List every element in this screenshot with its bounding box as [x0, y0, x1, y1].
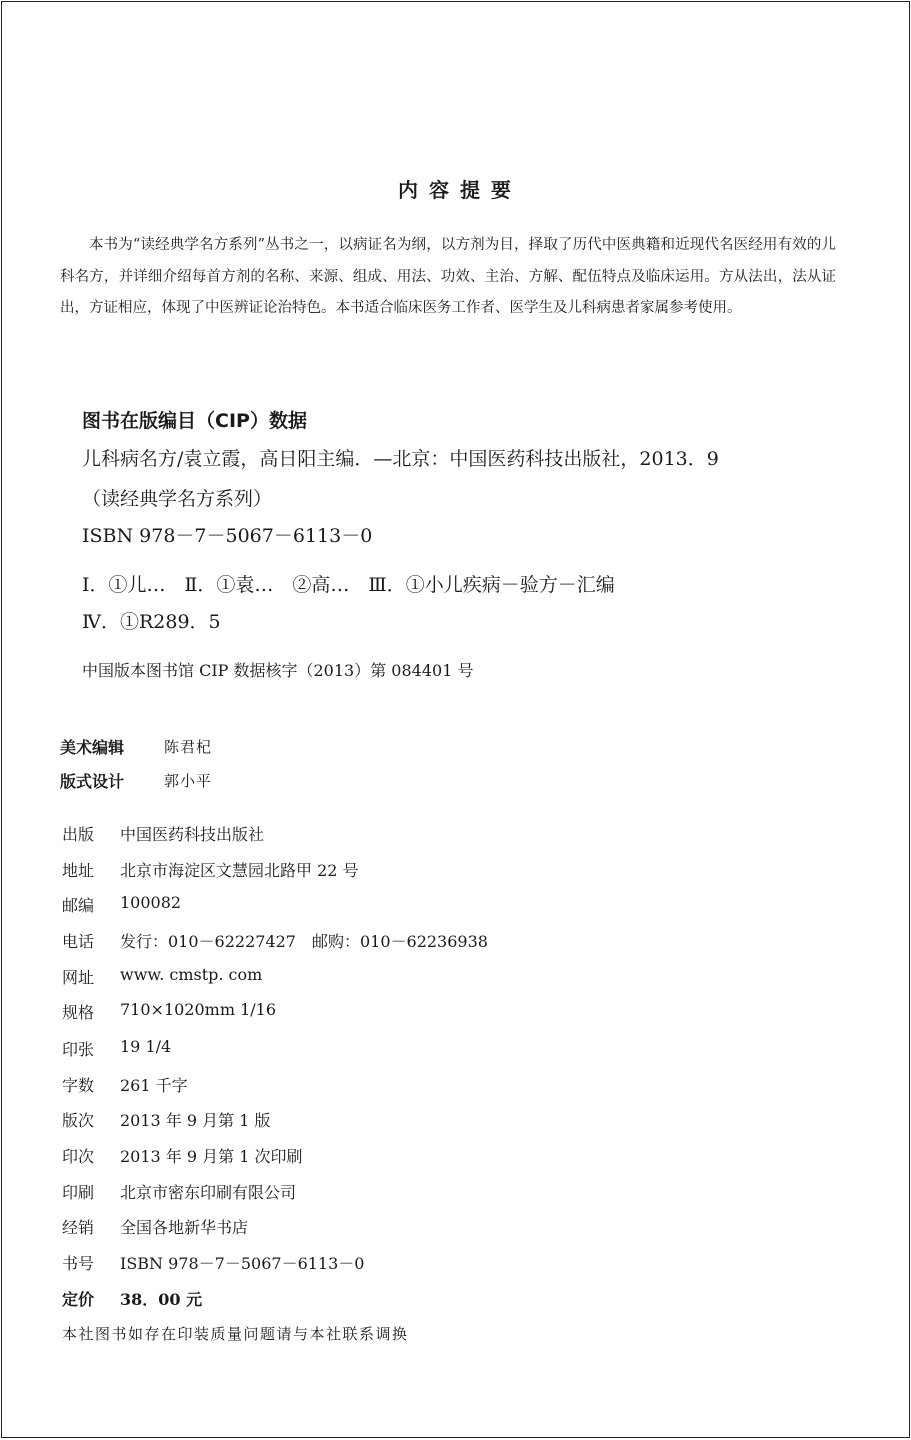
phone-label: 电话	[62, 932, 95, 951]
distributor-value: 全国各地新华书店	[120, 1218, 249, 1237]
word-count-value: 261 千字	[120, 1076, 188, 1095]
isbn-label: 书号	[62, 1254, 95, 1273]
format-value: 710×1020mm 1/16	[120, 1000, 277, 1019]
art-editor-label: 美术编辑	[60, 738, 125, 757]
isbn-value: ISBN 978－7－5067－6113－0	[120, 1254, 365, 1273]
publisher-label: 出版	[62, 825, 95, 844]
cip-heading: 图书在版编目（CIP）数据	[82, 410, 307, 432]
distributor-label: 经销	[62, 1218, 95, 1237]
layout-designer-value: 郭小平	[164, 772, 213, 790]
phone-value: 发行：010－62227427 邮购：010－62236938	[120, 932, 488, 951]
cip-verification-note: 中国版本图书馆 CIP 数据核字（2013）第 084401 号	[82, 661, 474, 680]
printing-value: 2013 年 9 月第 1 次印刷	[120, 1147, 303, 1166]
cip-line-title: 儿科病名方/袁立霞，高日阳主编．—北京：中国医药科技出版社，2013．9	[82, 448, 719, 470]
edition-label: 版次	[62, 1111, 95, 1130]
address-value: 北京市海淀区文慧园北路甲 22 号	[120, 861, 359, 880]
postcode-label: 邮编	[62, 896, 95, 915]
price-value: 38．00 元	[120, 1290, 203, 1309]
printed-sheets-label: 印张	[62, 1040, 95, 1059]
layout-designer-label: 版式设计	[60, 772, 125, 791]
publisher-value: 中国医药科技出版社	[120, 825, 265, 844]
cip-line-series: （读经典学名方系列）	[82, 488, 273, 510]
art-editor-value: 陈君杞	[164, 738, 213, 756]
address-label: 地址	[62, 861, 95, 880]
quality-notice: 本社图书如存在印装质量问题请与本社联系调换	[62, 1325, 409, 1343]
edition-value: 2013 年 9 月第 1 版	[120, 1111, 271, 1130]
printed-sheets-value: 19 1/4	[120, 1037, 172, 1056]
printer-label: 印刷	[62, 1183, 95, 1202]
format-label: 规格	[62, 1003, 95, 1022]
word-count-label: 字数	[62, 1076, 95, 1095]
cip-line-isbn: ISBN 978－7－5067－6113－0	[82, 525, 373, 547]
printing-label: 印次	[62, 1147, 95, 1166]
cip-line-classification: Ⅰ．①儿… Ⅱ．①袁… ②高… Ⅲ．①小儿疾病－验方－汇编	[82, 574, 615, 596]
website-value: www. cmstp. com	[120, 965, 263, 984]
copyright-page	[1, 1, 910, 1438]
price-label: 定价	[62, 1290, 95, 1309]
abstract-paragraph: 本书为“读经典学名方系列”丛书之一，以病证名为纲，以方剂为目，择取了历代中医典籍和近现代名医经用有效的儿科名方，并详细介绍每首方剂的名称、来源、组成、用法、功效、主治、方解、配伍特点及临床运用。方从法出，法从证出，方证相应，体现了中医辨证论治特色。本书适合临床医务工作者、医学生及儿科病患者家属参考使用。	[60, 237, 836, 316]
page-title: 内 容 提 要	[398, 178, 513, 202]
printer-value: 北京市密东印刷有限公司	[120, 1183, 297, 1202]
website-label: 网址	[62, 968, 95, 987]
cip-line-call-number: Ⅳ．①R289．5	[82, 611, 221, 633]
postcode-value: 100082	[120, 893, 182, 912]
